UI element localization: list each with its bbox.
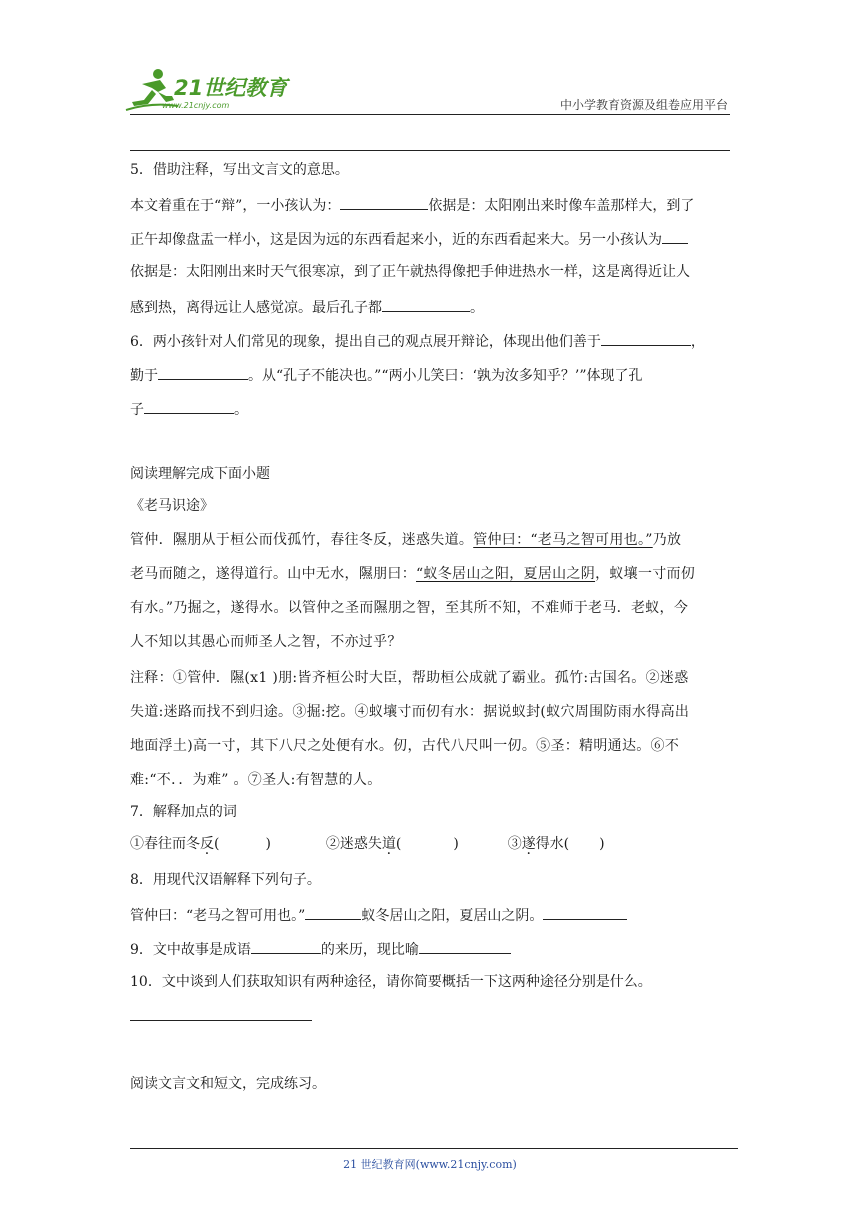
q8-text: 管仲曰：“老马之智可用也。” [130,908,306,924]
q9-line [130,938,511,960]
answer-blank[interactable] [662,228,688,244]
passage-text: 乃放 [652,532,682,548]
q6-text: ， [690,334,705,350]
platform-name: 中小学教育资源及组卷应用平台 [559,98,728,112]
passage-title: 《老马识途》 [130,498,214,514]
q7-item3: ③遂得水( ) [507,836,605,852]
passage-text: 管仲．隰朋从于桓公而伐孤竹，春往冬反，迷惑失道。 [130,532,474,548]
passage-line2 [130,564,695,584]
answer-blank[interactable] [144,398,234,414]
q5-line4 [130,296,484,318]
note-line2: 失道:迷路而找不到归途。③掘:挖。④蚁壤寸而仞有水：据说蚁封(蚁穴周围防雨水得高出 [130,704,690,720]
dotted-word: 道 [381,836,396,852]
note-line3: 地面浮土)高一寸，其下八尺之处便有水。仞，古代八尺叫一仞。⑤圣：精明通达。⑥不 [130,738,680,754]
logo [122,66,292,116]
q8-title: 8．用现代汉语解释下列句子。 [130,872,321,888]
answer-blank[interactable] [251,938,321,954]
q6-text: 勤于 [130,368,158,384]
logo-text: 21世纪教育 [174,76,288,100]
answer-blank[interactable] [340,194,428,210]
q5-text: 正午却像盘盂一样小，这是因为远的东西看起来小，近的东西看起来大。另一小孩认为 [130,232,662,248]
footer-text: 21 世纪教育网(www.21cnjy.com) [343,1158,517,1171]
q5-line1 [130,194,694,216]
q5-title: 5．借助注释，写出文言文的意思。 [130,162,349,178]
q5-line2 [130,228,688,250]
answer-blank[interactable] [382,296,470,312]
underlined-sentence: 管仲曰：“老马之智可用也。” [473,532,653,548]
q7-item2: ②迷惑失道( ) [325,836,459,852]
passage-line3: 有水。”乃掘之，遂得水。以管仲之圣而隰朋之智，至其所不知，不难师于老马．老蚁，今 [130,600,689,616]
q6-text: 。 [234,402,248,418]
q6-text: 子 [130,402,144,418]
q6-text: 6．两小孩针对人们常见的现象，提出自己的观点展开辩论，体现出他们善于 [130,334,601,350]
passage-line4: 人不知以其愚心而师圣人之智，不亦过乎？ [130,634,402,650]
q10-title: 10．文中谈到人们获取知识有两种途径，请你简要概括一下这两种途径分别是什么。 [130,974,652,990]
passage-text: ，蚁壤一寸而仞 [595,566,696,582]
q5-text: 感到热，离得远让人感觉凉。最后孔子都 [130,300,382,316]
passage-text: 老马而随之，遂得道行。山中无水，隰朋曰： [130,566,416,582]
logo-url: www.21cnjy.com [162,101,230,110]
section-intro: 阅读理解完成下面小题 [130,466,270,482]
answer-blank[interactable] [419,938,511,954]
answer-line[interactable] [130,1020,312,1021]
q5-text: 本文着重在于“辩”，一小孩认为： [130,198,341,214]
q7-title: 7．解释加点的词 [130,804,237,820]
dotted-word: 反 [200,836,214,852]
q8-text: 蚁冬居山之阳，夏居山之阴。 [361,908,544,924]
q6-line2 [130,364,643,386]
q9-text: 9．文中故事是成语 [130,942,251,958]
q8-line1 [130,904,627,926]
answer-blank[interactable] [601,330,691,346]
header-divider [130,114,730,115]
answer-blank[interactable] [543,904,627,920]
q5-text: 依据是：太阳刚出来时像车盖那样大，到了 [428,198,695,214]
answer-blank[interactable] [158,364,248,380]
footer-divider [130,1148,738,1149]
q6-line3 [130,398,248,420]
underlined-sentence: “蚁冬居山之阳，夏居山之阴 [416,566,596,582]
q6-text: 。从“孔子不能决也。”“两小儿笑曰：‘孰为汝多知乎？’”体现了孔 [248,368,643,384]
note-line4: 难:“不．．为难” 。⑦圣人:有智慧的人。 [130,772,382,788]
q5-line3: 依据是：太阳刚出来时天气很寒凉，到了正午就热得像把手伸进热水一样，这是离得近让人 [130,264,690,280]
q7-items [130,834,605,854]
dotted-word: 遂 [521,836,536,852]
q9-text: 的来历，现比喻 [320,942,419,958]
section-intro: 阅读文言文和短文，完成练习。 [130,1076,326,1092]
q6-line1 [130,330,705,352]
answer-blank[interactable] [305,904,361,920]
q7-item1: ①春往而冬反( ) [130,836,271,852]
passage-line1 [130,530,681,550]
header-divider-second [130,150,730,151]
note-line1: 注释：①管仲．隰(x1 )朋:皆齐桓公时大臣，帮助桓公成就了霸业。孤竹:古国名。②迷惑 [130,670,689,686]
q5-text: 。 [470,300,484,316]
